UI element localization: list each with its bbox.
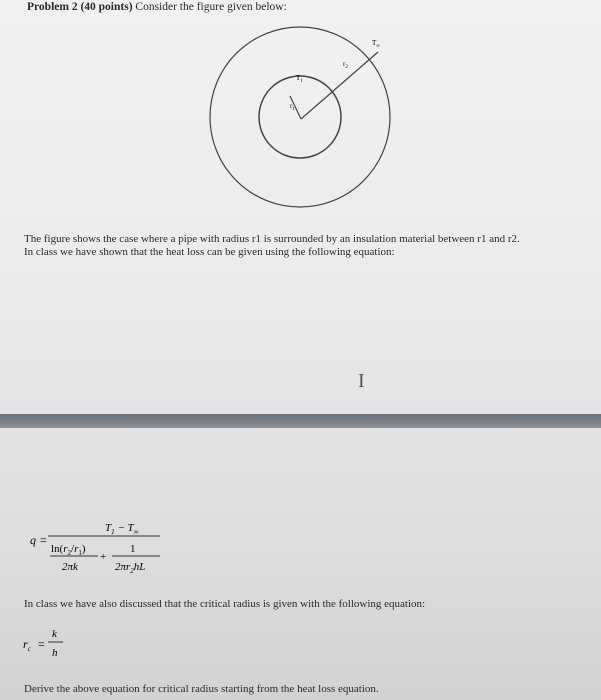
inner-temp-label: $T_1$ <box>296 74 303 84</box>
derivation-task: Derive the above equation for critical radius starting from the heat loss equation. <box>24 683 379 695</box>
eq-term1-denominator: 2πk <box>62 561 78 573</box>
eq-plus: + <box>100 551 107 563</box>
pipe-insulation-figure <box>0 0 601 240</box>
description-line-1: The figure shows the case where a pipe with radius r1 is surrounded by an insulation material between r1 and r2. <box>24 233 520 245</box>
eq-equals: = <box>40 533 47 547</box>
critical-radius-equation <box>15 622 95 667</box>
heat-loss-equation <box>20 510 190 580</box>
eq-term2-denominator: $2\pi r_2hL$ <box>115 561 146 575</box>
eq-ln-term: $\ln(r_2/r_1)$ <box>51 543 86 557</box>
eq-q-symbol: q <box>30 533 36 547</box>
description-line-2: In class we have shown that the heat loss can be given using the following equation: <box>24 246 395 258</box>
eq-term2-numerator: 1 <box>130 543 136 555</box>
text-cursor-icon: I <box>358 370 365 392</box>
crit-denominator-h: h <box>52 647 58 659</box>
problem-heading-rest: Consider the figure given below: <box>132 1 287 13</box>
outer-radius-label: $r_2$ <box>343 60 348 70</box>
critical-radius-intro: In class we have also discussed that the critical radius is given with the following equation: <box>24 598 426 610</box>
outer-temp-label: $T_\infty$ <box>372 39 380 49</box>
crit-equals: = <box>38 637 45 651</box>
crit-numerator-k: k <box>52 628 57 640</box>
inner-radius-label: $r_1$ <box>290 102 295 112</box>
page-divider-bar <box>0 414 601 428</box>
problem-heading-bold: Problem 2 (40 points) <box>27 1 133 13</box>
eq-numerator: $T_1 - T_\infty$ <box>105 522 139 536</box>
crit-rc-symbol: $r_c$ <box>23 637 31 653</box>
